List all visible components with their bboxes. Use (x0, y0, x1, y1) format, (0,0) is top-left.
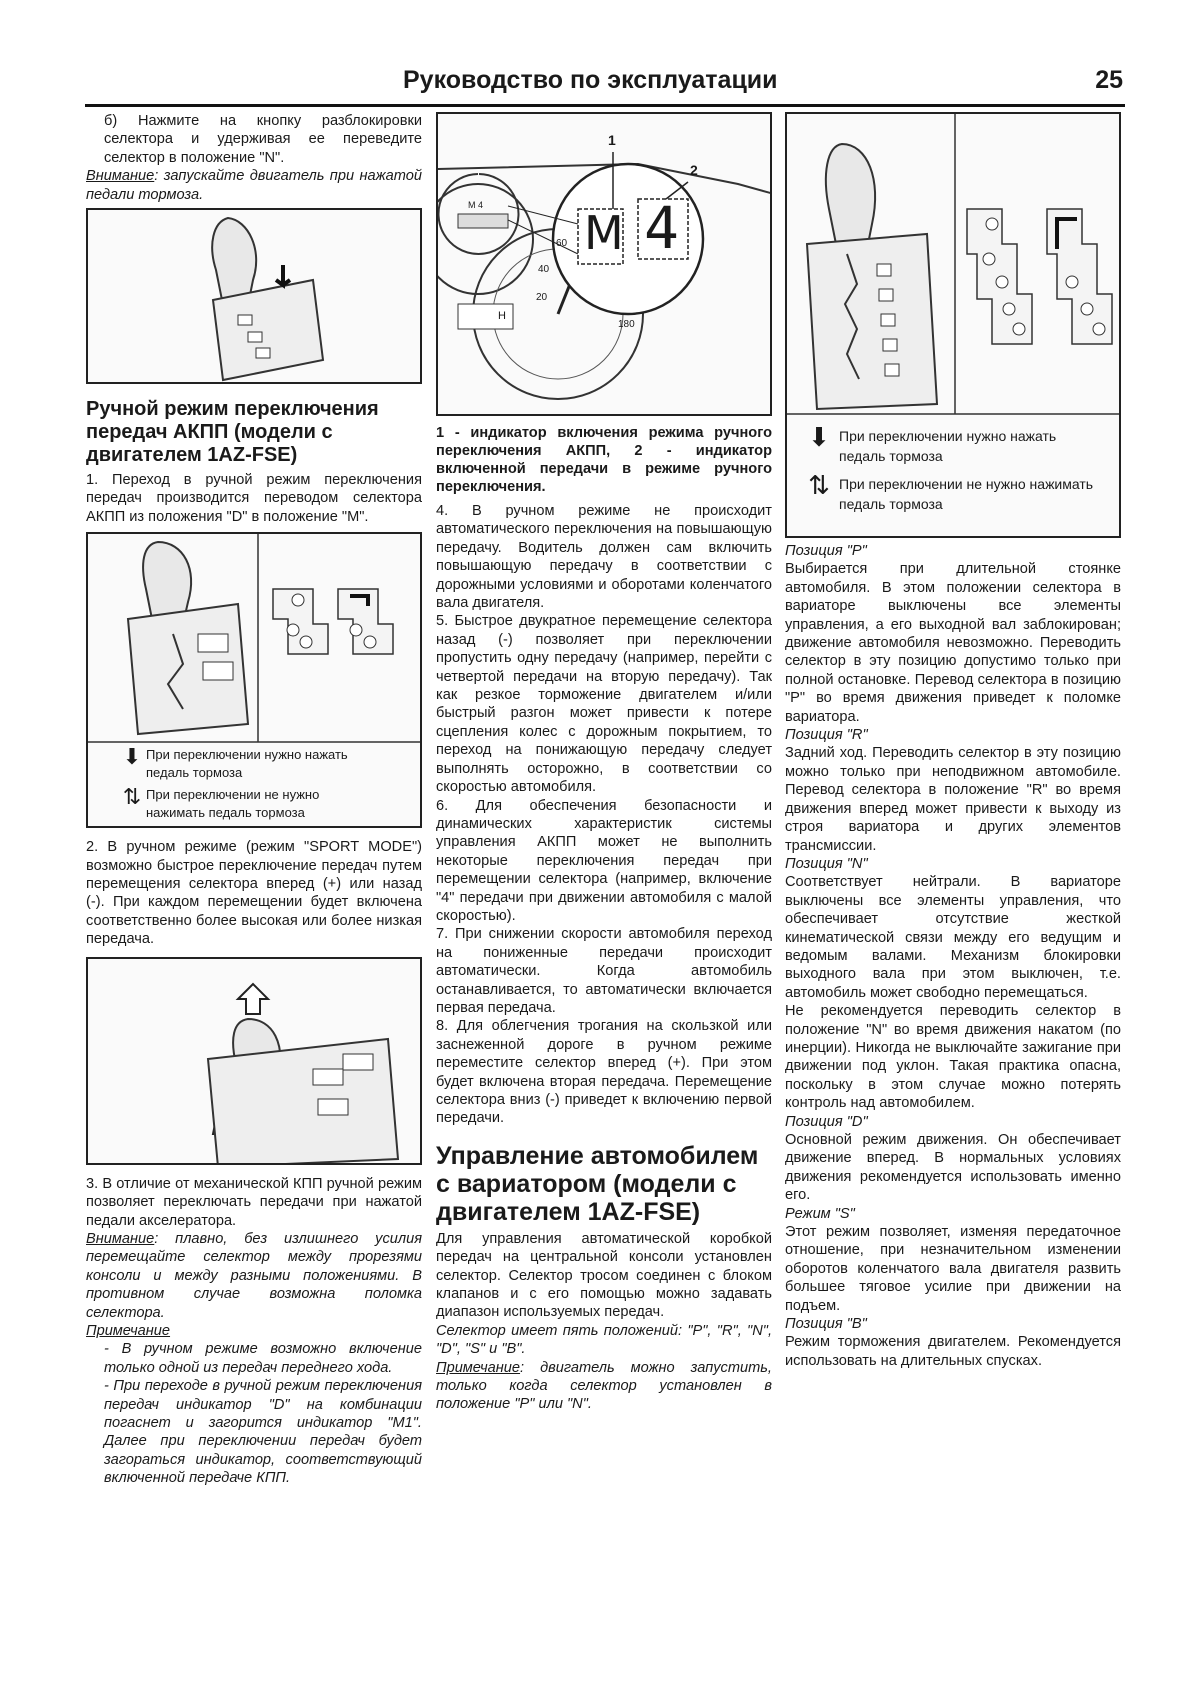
position-d-title: Позиция "D" (785, 1113, 868, 1130)
note-label: Примечание (86, 1322, 171, 1339)
indicator-gear: 4 (644, 194, 679, 262)
cvt-legend-nobrake-row (799, 470, 1099, 514)
dash-label-180: 180 (618, 319, 635, 330)
paragraph-9: Для управления автоматической коробкой передач на центральной консоли установлен селектор. Селектор тросом соединен с блоком клапанов и с его помощью можно задавать диапазон используемых передач. (436, 1230, 772, 1321)
figure-caption: 1 - индикатор включения режима ручного переключения АКПП, 2 - индикатор включенной передачи в режиме ручного переключения. (436, 425, 772, 495)
position-n-text-2: Не рекомендуется переводить селектор в положение "N" во время движения накатом (по инерции). Никогда не выключайте зажигание при движении под уклон. Такая практика опасна, поскольку в этом случае можно потерять контроль над автомобилем. (785, 1003, 1121, 1112)
selector-illustration-2 (86, 532, 422, 828)
indicator-m: M (584, 206, 624, 260)
legend (118, 746, 378, 822)
note-cvt-label: Примечание (436, 1359, 521, 1376)
note-item-2: - При переходе в ручной режим переключения передач индикатор "D" на комбинации погаснет и загорится индикатор "M1". Далее при переключении передач будет загораться индикатор, соответствующий включенной передаче КПП. (104, 1378, 422, 1487)
arrow-down-icon: ⬇ (808, 422, 830, 452)
position-r-title: Позиция "R" (785, 727, 868, 744)
section-heading-cvt: Управление автомобилем с вариатором (модели с двигателем 1AZ-FSE) (436, 1141, 759, 1226)
paragraph-1: 1. Переход в ручной режим переключения передач производится переводом селектора АКПП из положения "D" в положение "M". (86, 472, 422, 525)
dash-label-60: 60 (556, 238, 568, 249)
cvt-legend (799, 422, 1099, 514)
column-middle (436, 112, 772, 1414)
paragraph-8: 8. Для облегчения трогания на скользкой или заснеженной дороге в ручном режиме переместите селектор вперед (+). При этом будет включена вторая передача. Перемещение селектора вниз (-) приведет к включению первой передачи. (436, 1018, 772, 1127)
attention-text-2: : плавно, без излишнего усилия перемещайте селектор между прорезями консоли и между разными положениями. В противном случае возможна поломка селектора. (86, 1230, 422, 1321)
cvt-legend-brake-text: При переключении нужно нажать педаль тормоза (839, 428, 1057, 464)
legend-nobrake-text: При переключении не нужно нажимать педаль тормоза (146, 787, 320, 821)
note-cvt-text: : двигатель можно запустить, только когда селектор установлен в положение "P" или "N". (436, 1359, 772, 1413)
position-b-text: Режим торможения двигателем. Рекомендуется использовать на длительных спусках. (785, 1334, 1121, 1369)
page-header (85, 62, 1125, 107)
cvt-legend-brake-row (799, 422, 1099, 466)
dashboard-illustration (436, 112, 772, 416)
position-p-text: Выбирается при длительной стоянке автомобиля. В этом положении селектора в вариаторе выключены все элементы управления, а его выходной вал заблокирован; движение автомобиля невозможно. Переводить селектор в эту позицию допустимо только при полной остановке. Перевод селектора в позицию "P" во время движения приведет к поломке вариатора. (785, 561, 1121, 725)
attention-label: Внимание (86, 168, 155, 185)
column-right (785, 112, 1121, 1370)
legend-brake-text: При переключении нужно нажать педаль тормоза (146, 747, 348, 781)
note-item-1: - В ручном режиме возможно включение только одной из передач переднего хода. (104, 1341, 422, 1376)
paragraph-2: 2. В ручном режиме (режим "SPORT MODE") возможно быстрое переключение передач путем перемещения селектора вперед (+) или назад (-). При каждом перемещении будет включена соответственно более высокая или более низкая передача. (86, 839, 422, 948)
section-heading-manual-mode: Ручной режим переключения передач АКПП (модели с двигателем 1AZ-FSE) (86, 398, 379, 467)
paragraph-4: 4. В ручном режиме не происходит автоматического переключения на повышающую передачу. Водитель должен сам включить повышающую передачу в соответствии с дорожными условиями и оборотами коленчатого вала двигателя. (436, 503, 772, 612)
paragraph-3: 3. В отличие от механической КПП ручной режим позволяет переключать передачи при нажатой педали акселератора. (86, 1175, 422, 1229)
position-p-title: Позиция "P" (785, 543, 867, 559)
selector-illustration-3 (86, 957, 422, 1165)
legend-brake-row (118, 746, 378, 782)
callout-2: 2 (690, 162, 698, 178)
paragraph-7: 7. При снижении скорости автомобиля переход на пониженные передачи происходит автоматически. Когда автомобиль останавливается, то автоматически включается первая передача. (436, 926, 772, 1016)
position-r-text: Задний ход. Переводить селектор в эту позицию можно только при неподвижном автомобиле. Перевод селектора в положение "R" во время движения вперед может привести к выходу из строя вариатора и других элементов трансмиссии. (785, 745, 1121, 854)
position-n-text: Соответствует нейтрали. В вариаторе выключены все элементы управления, что обеспечивает отсутствие жесткой кинематической связи между его ведущим и ведомым валами. Механизм блокировки выходного вала при этом выключен, т.е. автомобиль может свободно перемещаться. (785, 874, 1121, 1001)
attention-note (86, 167, 422, 204)
arrow-up-down-icon: ⇅ (808, 470, 830, 500)
dash-label-m4: M 4 (468, 200, 484, 210)
callout-1: 1 (608, 132, 616, 148)
paragraph-6: 6. Для обеспечения безопасности и динамических характеристик системы управления АКПП может не выполнить некоторые переключения передач при перемещении селектора (например, включение "4" передачи при движении автомобиля с малой скоростью). (436, 797, 772, 924)
attention-note-2 (86, 1230, 422, 1322)
position-b-title: Позиция "B" (785, 1316, 867, 1333)
page-title: Руководство по эксплуатации (403, 66, 778, 94)
page-number: 25 (1095, 66, 1123, 94)
mode-s-text: Этот режим позволяет, изменяя передаточное отношение, при незначительном изменении оборотов коленчатого вала двигателя развить большее тяговое усилие при движении на подъем. (785, 1224, 1121, 1314)
position-n-title: Позиция "N" (785, 855, 868, 872)
attention-text: : запускайте двигатель при нажатой педали тормоза. (86, 168, 422, 203)
note-cvt (436, 1359, 772, 1414)
attention-label-2: Внимание (86, 1230, 155, 1247)
position-d-text: Основной режим движения. Он обеспечивает движение вперед. В нормальных условиях движения рекомендуется использовать именно его. (785, 1132, 1121, 1204)
selector-illustration-1 (86, 208, 422, 384)
legend-nobrake-row (118, 786, 378, 822)
arrow-down-icon: ⬇ (122, 744, 142, 770)
dash-label-20: 20 (536, 292, 548, 303)
arrow-up-down-icon: ⇅ (122, 784, 142, 810)
cvt-legend-nobrake-text: При переключении не нужно нажимать педаль тормоза (839, 476, 1094, 512)
paragraph-5: 5. Быстрое двукратное перемещение селектора назад (-) позволяет при переключении пропустить одну передачу (например, перейти с четвертой передачи на вторую передачу). Так как резкое торможение двигателем и/или быстрый разгон может привести к потере сцепления колес с дорожным покрытием, то переход на понижающую передачу следует выполнять осторожно, в соответствии со скоростью автомобиля. (436, 613, 772, 796)
paragraph-10: Селектор имеет пять положений: "P", "R", "N", "D", "S" и "B". (436, 1322, 772, 1358)
paragraph-b: б) Нажмите на кнопку разблокировки селектора и удерживая ее переведите селектор в положение "N". (104, 113, 422, 166)
column-left (86, 112, 422, 1488)
cvt-selector-illustration (785, 112, 1121, 538)
dash-label-h: H (498, 310, 506, 322)
mode-s-title: Режим "S" (785, 1205, 855, 1222)
dash-label-40: 40 (538, 264, 550, 275)
